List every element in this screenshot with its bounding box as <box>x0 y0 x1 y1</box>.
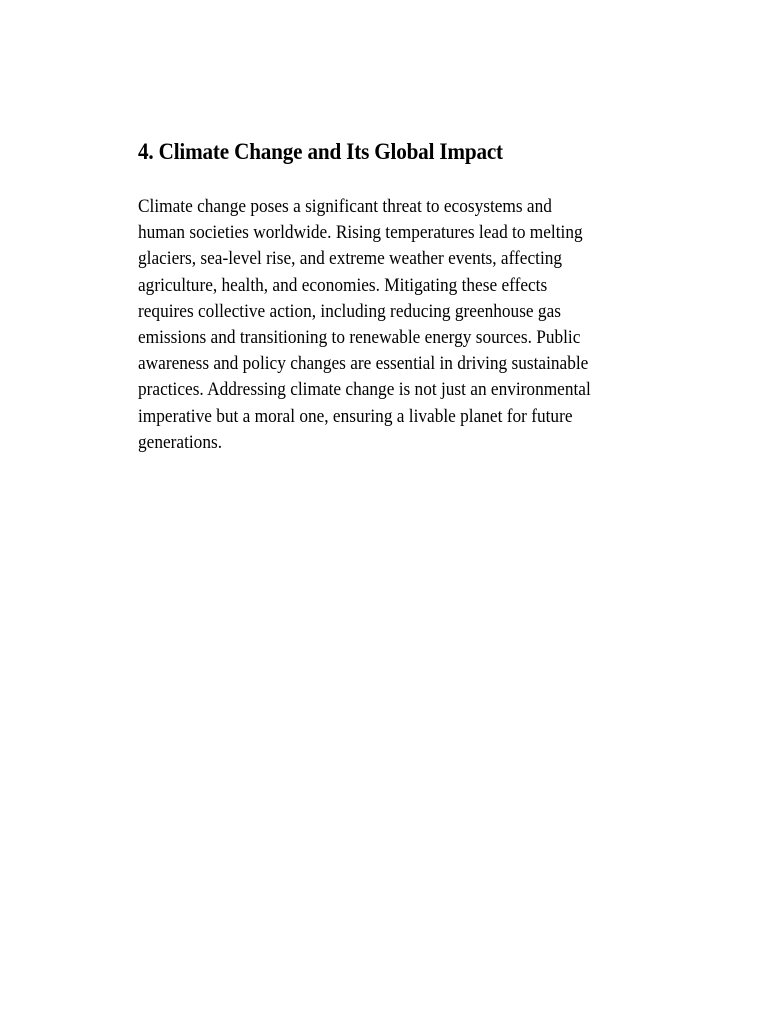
paragraph-line: practices. Addressing climate change is not just an environmental <box>138 379 591 401</box>
paragraph-line: human societies worldwide. Rising temperatures lead to melting <box>138 222 583 244</box>
paragraph-line: glaciers, sea-level rise, and extreme weather events, affecting <box>138 248 563 270</box>
section-heading: 4. Climate Change and Its Global Impact <box>138 139 503 164</box>
body-paragraph <box>138 194 633 456</box>
paragraph-line: Climate change poses a significant threat to ecosystems and <box>138 196 552 217</box>
paragraph-line: awareness and policy changes are essential in driving sustainable <box>138 353 589 375</box>
paragraph-line: generations. <box>138 431 223 453</box>
paragraph-line: imperative but a moral one, ensuring a livable planet for future <box>138 405 573 427</box>
paragraph-line: agriculture, health, and economies. Mitigating these effects <box>138 274 548 296</box>
paragraph-line: emissions and transitioning to renewable energy sources. Public <box>138 327 581 349</box>
paragraph-line: requires collective action, including reducing greenhouse gas <box>138 300 561 322</box>
